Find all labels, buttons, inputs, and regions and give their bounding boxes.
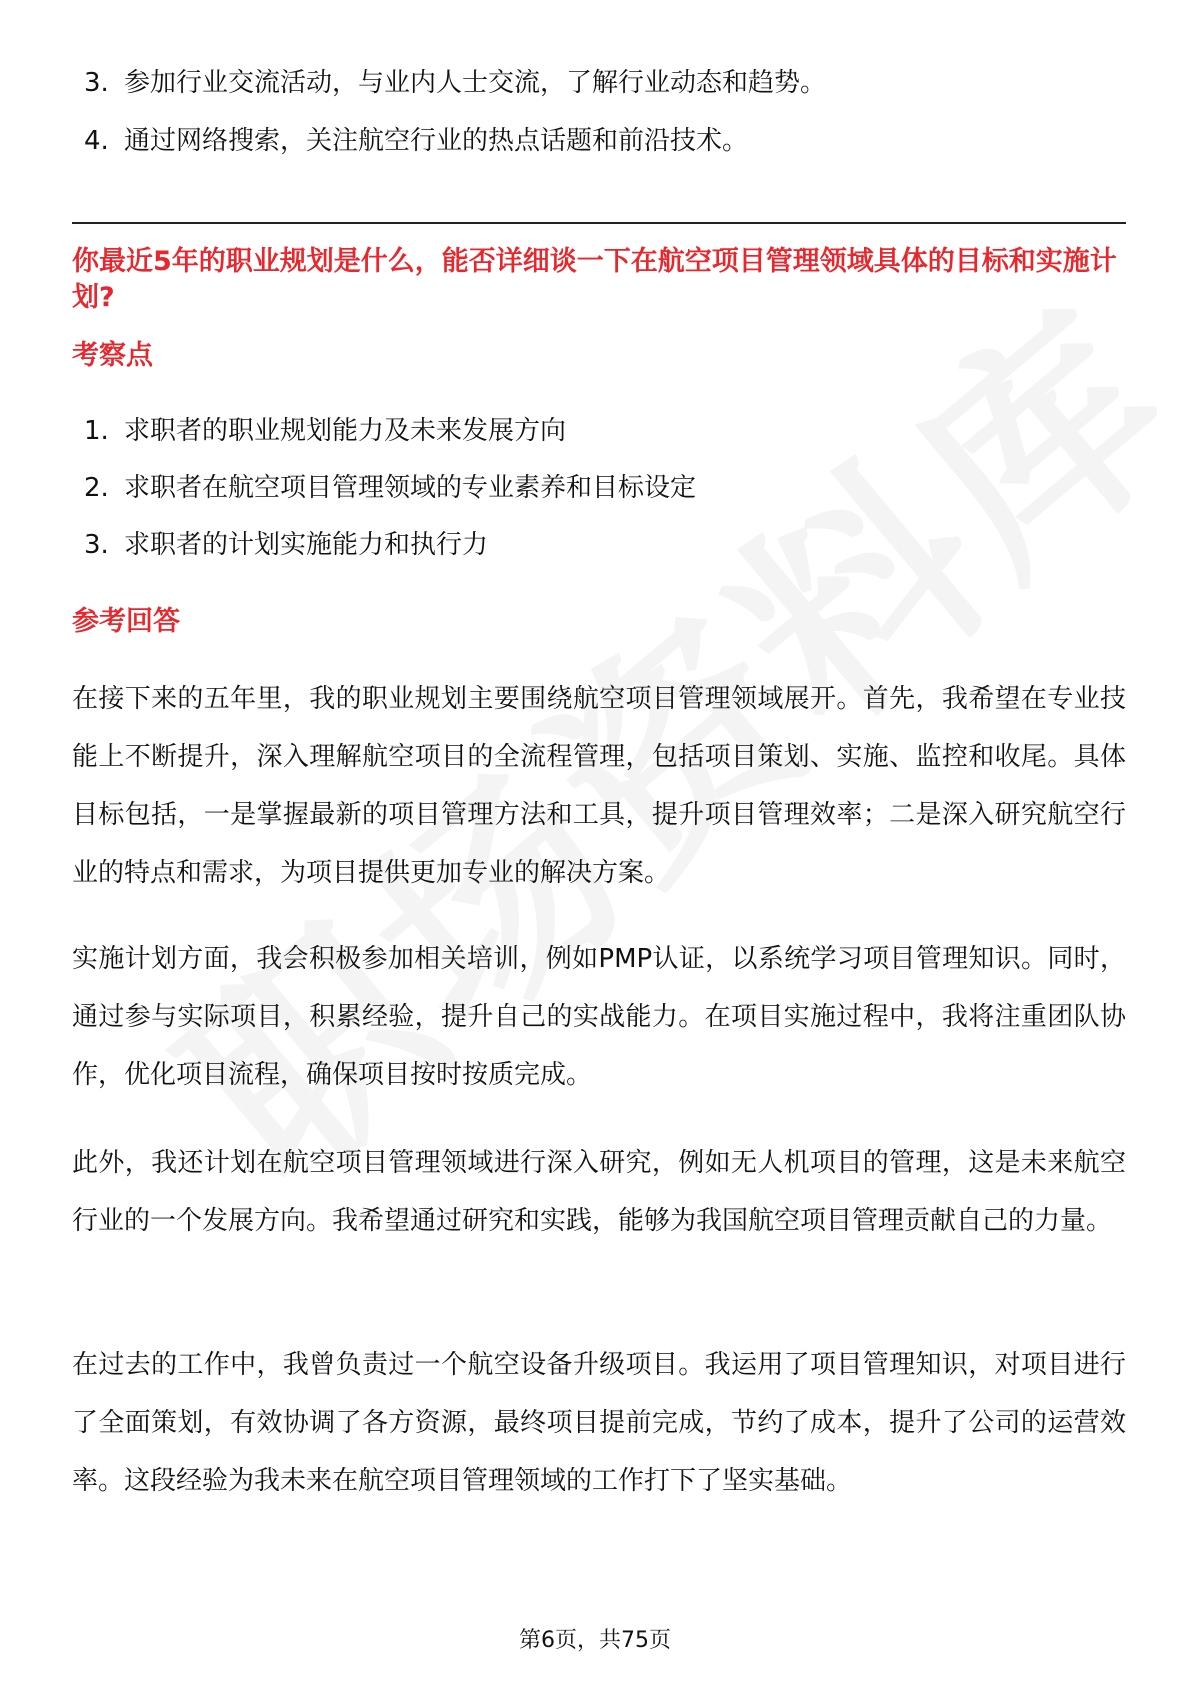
answer-heading: 参考回答 (72, 606, 180, 637)
answer-paragraph: 在接下来的五年里，我的职业规划主要围绕航空项目管理领域展开。首先，我希望在专业技能上不断提升，深入理解航空项目的全流程管理，包括项目策划、实施、监控和收尾。具体目标包括，一是掌握最新的项目管理方法和工具，提升项目管理效率；二是深入研究航空行业的特点和需求，为项目提供更加专业的解决方案。 (72, 684, 1126, 888)
list-item-text: 求职者的职业规划能力及未来发展方向 (124, 416, 567, 446)
continued-list (84, 68, 826, 156)
list-item-number: 3. (84, 68, 109, 98)
answer-paragraph: 此外，我还计划在航空项目管理领域进行深入研究，例如无人机项目的管理，这是未来航空行业的一个发展方向。我希望通过研究和实践，能够为我国航空项目管理贡献自己的力量。 (72, 1148, 1126, 1236)
page-number-footer: 第6页，共75页 (519, 1628, 671, 1653)
list-item (84, 68, 826, 98)
list-item-number: 3. (84, 530, 109, 560)
list-item (84, 126, 826, 156)
list-item (84, 416, 696, 446)
list-item-text: 求职者在航空项目管理领域的专业素养和目标设定 (124, 473, 697, 503)
list-item-number: 2. (84, 473, 109, 503)
list-item-number: 4. (84, 126, 109, 156)
answer-paragraph: 在过去的工作中，我曾负责过一个航空设备升级项目。我运用了项目管理知识，对项目进行了全面策划，有效协调了各方资源，最终项目提前完成，节约了成本，提升了公司的运营效率。这段经验为我未来在航空项目管理领域的工作打下了坚实基础。 (72, 1350, 1126, 1496)
list-item-text: 求职者的计划实施能力和执行力 (124, 530, 489, 560)
points-heading: 考察点 (72, 340, 153, 371)
list-item-text: 通过网络搜索，关注航空行业的热点话题和前沿技术。 (124, 126, 749, 156)
list-item (84, 530, 696, 560)
list-item (84, 473, 696, 503)
list-item-text: 参加行业交流活动，与业内人士交流，了解行业动态和趋势。 (124, 68, 827, 98)
list-item-number: 1. (84, 416, 109, 446)
answer-paragraph: 实施计划方面，我会积极参加相关培训，例如PMP认证，以系统学习项目管理知识。同时，通过参与实际项目，积累经验，提升自己的实战能力。在项目实施过程中，我将注重团队协作，优化项目流程，确保项目按时按质完成。 (72, 944, 1126, 1090)
question-title: 你最近5年的职业规划是什么，能否详细谈一下在航空项目管理领域具体的目标和实施计划? (72, 246, 1117, 313)
points-list (84, 416, 696, 560)
section-divider (72, 222, 1126, 224)
